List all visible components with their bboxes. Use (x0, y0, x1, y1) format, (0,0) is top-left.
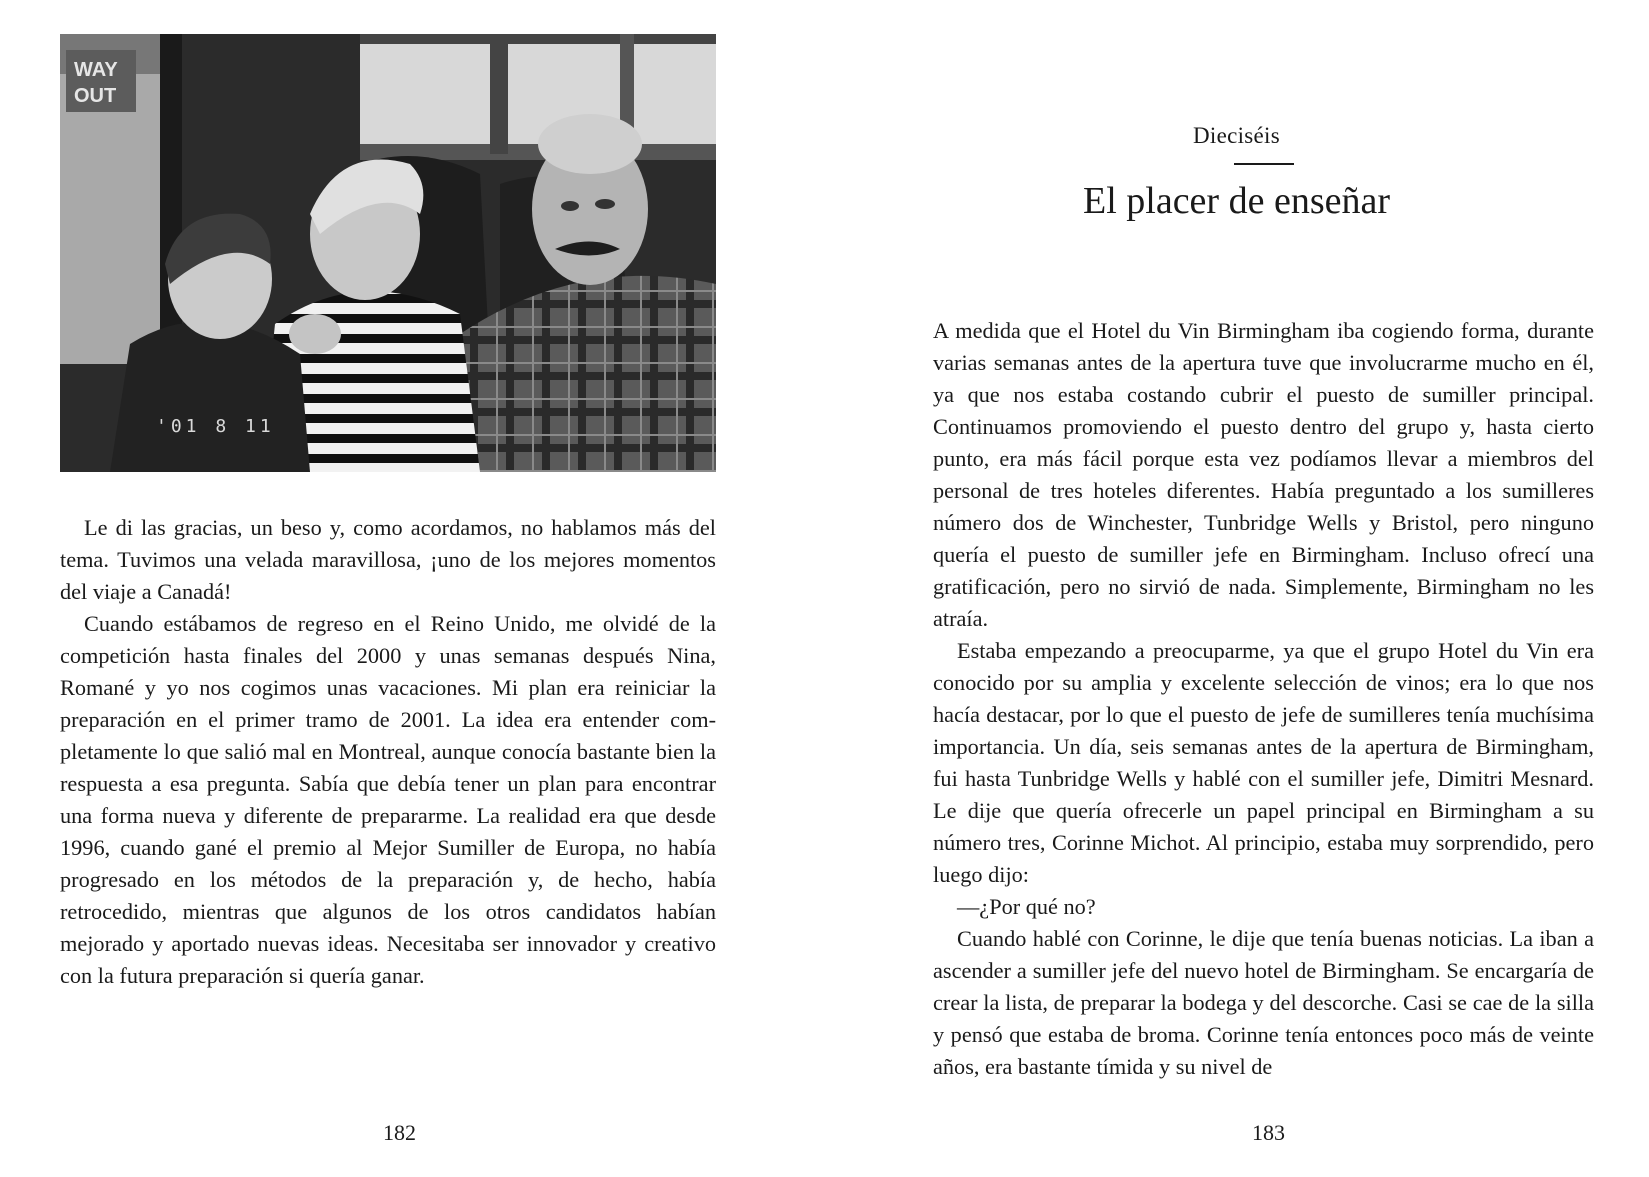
paragraph: A medida que el Hotel du Vin Birmingham iba cogiendo forma, durante varias semanas antes de la apertura tuve que involucrarme mucho en él, ya que nos estaba costando cubrir el puesto de sumiller principal. Continuamos promoviendo el puesto dentro del grupo y, hasta cierto punto, era más fácil porque esta vez podíamos llevar a miembros del personal de tres hoteles diferentes. Había preguntado a los sumilleres número dos de Winchester, Tunbridge Wells y Bristol, pero ninguno quería el puesto de sumiller jefe en Birmingham. Incluso ofrecí una gratificación, pero no sirvió de nada. Simplemente, Birmingham no les atraía. (933, 318, 1594, 631)
paragraph: Cuando hablé con Corinne, le dije que tenía buenas noticias. La iban a ascender a sumiller jefe del nuevo hotel de Birmingham. Se encargaría de crear la lista, de preparar la bodega y del descorche. Casi se cae de la silla y pensó que estaba de broma. Corinne tenía entonces poco más de veinte años, era bastante tímida y su nivel de (933, 926, 1594, 1079)
photo-sign-way: WAY (74, 59, 118, 81)
dialogue-line: —¿Por qué no? (957, 894, 1096, 919)
left-page-body (60, 512, 716, 992)
chapter-number: Dieciséis (1192, 123, 1280, 148)
paragraph: Le di las gracias, un beso y, como acordamos, no hablamos más del tema. Tuvimos una velada maravillosa, ¡uno de los mejores momentos del viaje a Canadá! (60, 515, 716, 604)
left-page (0, 0, 824, 1177)
right-page-body (933, 315, 1594, 1083)
right-page (824, 0, 1649, 1177)
chapter-divider (1234, 163, 1294, 165)
paragraph: Cuando estábamos de regreso en el Reino Unido, me olvidé de la competición hasta finales del 2000 y unas semanas después Nina, Romané y yo nos cogimos unas vacaciones. Mi plan era reiniciar la preparación en el primer tramo de 2001. La idea era entender completamente lo que salió mal en Montreal, aunque conocía bastante bien la respuesta a esa pregunta. Sabía que debía tener un plan para encontrar una forma nueva y diferente de prepararme. La realidad era que desde 1996, cuando gané el premio al Mejor Sumiller de Europa, no había progresado en los métodos de la preparación y, de hecho, había retrocedido, mientras que algunos de los otros candidatos habían mejorado y aportado nuevas ideas. Necesitaba ser innovador y creativo con la futura preparación si quería ganar. (60, 611, 716, 988)
family-photo-train (60, 34, 716, 472)
page-number: 182 (383, 1120, 416, 1145)
paragraph: Estaba empezando a preocuparme, ya que el grupo Hotel du Vin era conocido por su amplia y excelente selección de vinos; era lo que nos hacía destacar, por lo que el puesto de jefe de sumilleres tenía muchísima importancia. Un día, seis semanas antes de la apertura de Birmingham, fui hasta Tunbridge Wells y hablé con el sumiller jefe, Dimitri Mesnard. Le dije que quería ofrecerle un papel principal en Birmingham a su número tres, Corinne Michot. Al principio, estaba muy sorprendido, pero luego dijo: (933, 638, 1594, 887)
page-number: 183 (1252, 1120, 1285, 1145)
chapter-title: El placer de enseñar (1083, 180, 1390, 222)
photo-sign-out: OUT (74, 85, 117, 107)
photo-date-stamp: '01 8 11 (156, 416, 275, 437)
